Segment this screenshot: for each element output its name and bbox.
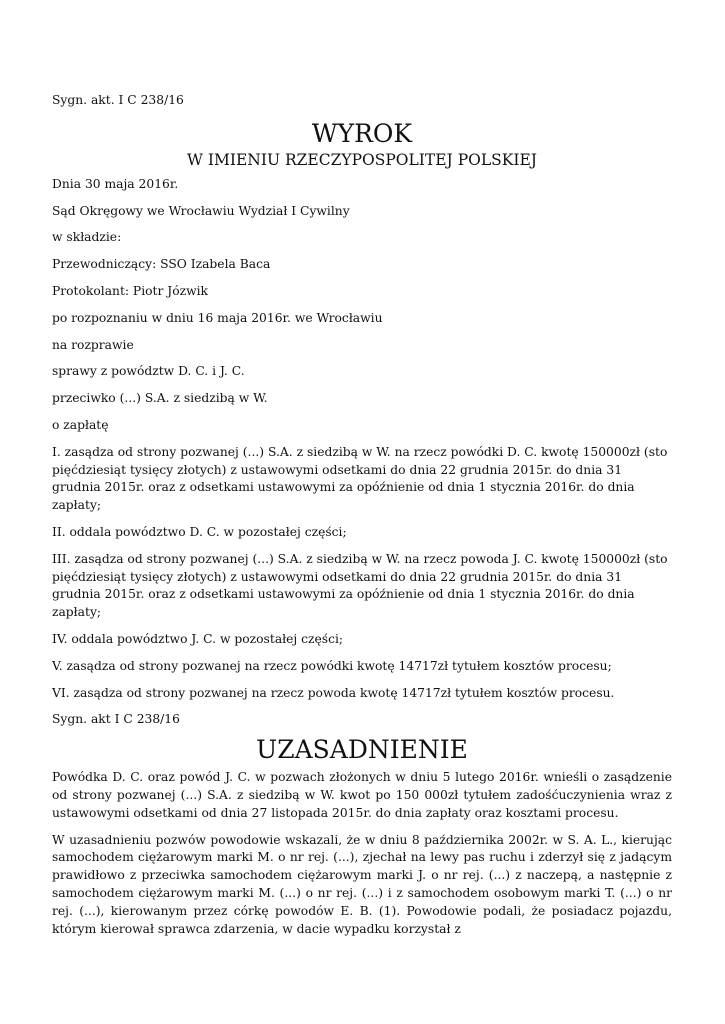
justification-paragraph: W uzasadnieniu pozwów powodowie wskazali, że w dniu 8 października 2002r. w S. A. L., kierując samochodem ciężarowym marki M. o nr rej. (...), zjechał na lewy pas ruchu i zderzył się z jadącym prawidłowo z przeciwka samochodem ciężarowym marki J. o nr rej. (...) z naczepą, a następnie z samochodem ciężarowym marki M. (...) o nr rej. (...) i z samochodem osobowym marki T. (...) o nr rej. (...), kierowanym przez córkę powodów E. B. (1). Powodowie podali, że posiadacz pojazdu, którym kierował sprawca zdarzenia, w dacie wypadku korzystał z <box>52 832 672 936</box>
document-title: WYROK <box>311 118 413 148</box>
judgment-document <box>52 92 672 938</box>
defendant: przeciwko (...) S.A. z siedzibą w W. <box>52 391 268 406</box>
case-signature: Sygn. akt. I C 238/16 <box>52 93 184 107</box>
ruling-item: V. zasądza od strony pozwanej na rzecz powódki kwotę 14717zł tytułem kosztów procesu; <box>52 658 612 673</box>
presiding-judge: Przewodniczący: SSO Izabela Baca <box>52 257 271 272</box>
composition-label: w składzie: <box>52 230 122 245</box>
justification-paragraph: Powódka D. C. oraz powód J. C. w pozwach złożonych w dniu 5 lutego 2016r. wnieśli o zasądzenie od strony pozwanej (...) S.A. z siedzibą w W. kwot po 150 000zł tytułem zadośćuczynienia wraz z ustawowymi odsetkami od dnia 27 listopada 2015r. do dnia zapłaty oraz kosztami procesu. <box>52 770 672 820</box>
ruling-item: I. zasądza od strony pozwanej (...) S.A. z siedzibą w W. na rzecz powódki D. C. kwotę 150000zł (sto pięćdziesiąt tysięcy złotych) z ustawowymi odsetkami do dnia 22 grudnia 2015r. do dnia 31 grudnia 2015r. oraz z odsetkami ustawowymi za opóźnienie od dnia 1 stycznia 2016r. do dnia zapłaty; <box>52 444 668 513</box>
court-clerk: Protokolant: Piotr Józwik <box>52 283 208 298</box>
case-signature-second: Sygn. akt I C 238/16 <box>52 712 180 727</box>
ruling-item: IV. oddala powództwo J. C. w pozostałej części; <box>52 631 344 646</box>
hearing-info: po rozpoznaniu w dniu 16 maja 2016r. we Wrocławiu <box>52 310 383 325</box>
justification-title: UZASADNIENIE <box>256 735 468 765</box>
document-subtitle: W IMIENIU RZECZYPOSPOLITEJ POLSKIEJ <box>187 150 537 169</box>
case-subject: o zapłatę <box>52 417 109 432</box>
ruling-item: VI. zasądza od strony pozwanej na rzecz powoda kwotę 14717zł tytułem kosztów procesu. <box>52 685 615 700</box>
ruling-item: III. zasądza od strony pozwanej (...) S.A. z siedzibą w W. na rzecz powoda J. C. kwotę 150000zł (sto pięćdziesiąt tysięcy złotych) z ustawowymi odsetkami do dnia 22 grudnia 2015r. do dnia 31 grudnia 2015r. oraz z odsetkami ustawowymi za opóźnienie od dnia 1 stycznia 2016r. do dnia zapłaty; <box>52 551 668 620</box>
session-type: na rozprawie <box>52 337 134 352</box>
case-parties: sprawy z powództw D. C. i J. C. <box>52 364 245 379</box>
ruling-item: II. oddala powództwo D. C. w pozostałej części; <box>52 524 347 539</box>
judgment-date: Dnia 30 maja 2016r. <box>52 176 179 191</box>
court-name: Sąd Okręgowy we Wrocławiu Wydział I Cywilny <box>52 203 350 218</box>
